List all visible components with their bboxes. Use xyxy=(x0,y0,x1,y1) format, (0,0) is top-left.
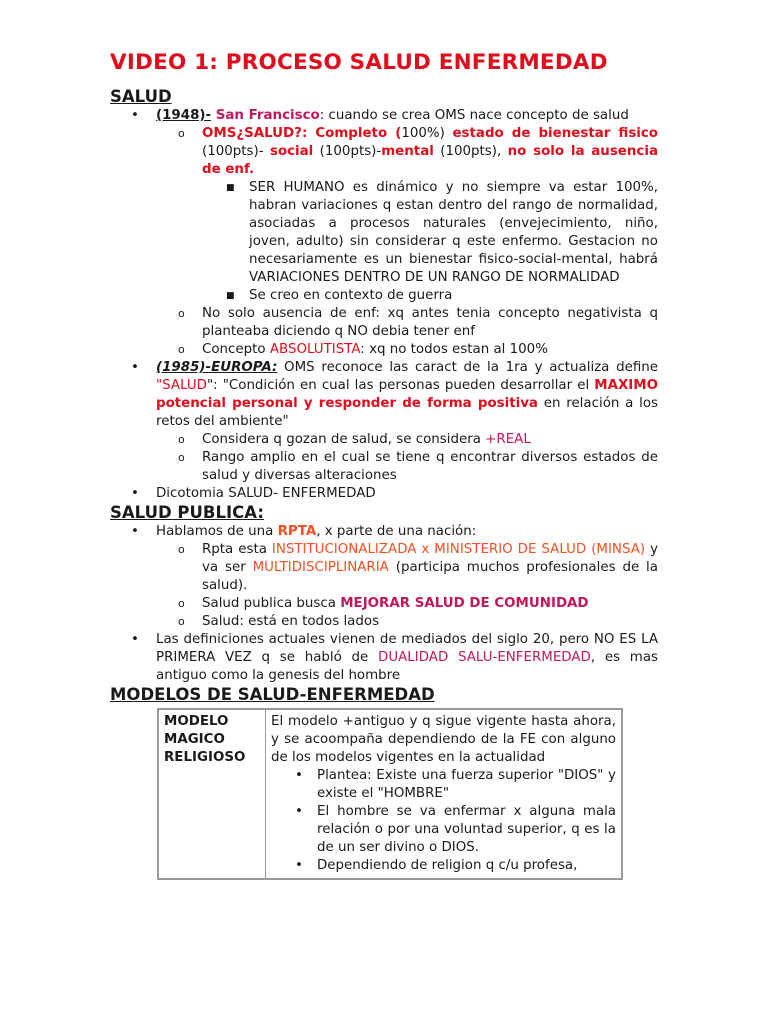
list-item: • Las definiciones actuales vienen de mediados del siglo 20, pero NO ES LA PRIMERA VEZ q se habló de DUALIDAD SALU-ENFERMEDAD, es mas antiguo como la genesis del hombre xyxy=(131,632,659,683)
list-item: o OMS¿SALUD?: Completo (100%) estado de bienestar fisico (100pts)- social (100pts)-mental (100pts), no solo la ausencia de enf. xyxy=(178,126,659,177)
modelo-bullets xyxy=(271,767,616,875)
list-item: o No solo ausencia de enf: xq antes tenia concepto negativista q planteaba diciendo q NO debia tener enf xyxy=(178,306,658,339)
list-item: • (1948)- San Francisco: cuando se crea OMS nace concepto de salud xyxy=(131,108,629,123)
bullet-icon: o xyxy=(178,597,185,610)
table-row xyxy=(158,709,622,879)
list-item: o Salud publica busca MEJORAR SALUD DE COMUNIDAD xyxy=(178,596,589,611)
bullet-icon: o xyxy=(178,307,185,320)
salud-list xyxy=(110,107,658,503)
bullet-icon: o xyxy=(178,343,185,356)
section-heading-salud: SALUD xyxy=(110,87,172,106)
bullet-icon: • xyxy=(131,632,139,647)
bullet-icon: o xyxy=(178,615,185,628)
list-item: o Concepto ABSOLUTISTA: xq no todos estan al 100% xyxy=(178,342,548,357)
bullet-icon: o xyxy=(178,543,185,556)
bullet-icon: ■ xyxy=(226,183,235,193)
salud-publica-list xyxy=(110,523,658,685)
bullet-icon: • xyxy=(131,108,139,123)
list-item: • Plantea: Existe una fuerza superior "DIOS" y existe el "HOMBRE" xyxy=(295,768,616,801)
bullet-icon: ■ xyxy=(226,291,235,301)
bullet-icon: o xyxy=(178,451,185,464)
document-page xyxy=(110,48,658,880)
list-item: • (1985)-EUROPA: OMS reconoce las caract de la 1ra y actualiza define "SALUD": "Condición en cual las personas pueden desarrollar el MAXIMO potencial personal y responder de forma positiva en relación a los retos del ambiente" xyxy=(131,360,659,429)
bullet-icon: • xyxy=(131,360,139,375)
list-item: • Dicotomia SALUD- ENFERMEDAD xyxy=(131,486,376,501)
bullet-icon: • xyxy=(131,524,139,539)
list-item: o Salud: está en todos lados xyxy=(178,614,380,629)
page-title: VIDEO 1: PROCESO SALUD ENFERMEDAD xyxy=(110,50,608,75)
list-item: • Dependiendo de religion q c/u profesa, xyxy=(295,858,578,873)
bullet-icon: • xyxy=(131,486,139,501)
bullet-icon: • xyxy=(295,768,303,783)
modelos-table xyxy=(157,708,623,880)
list-item: o Rango amplio en el cual se tiene q encontrar diversos estados de salud y diversas alteraciones xyxy=(178,450,658,483)
list-item: • Hablamos de una RPTA, x parte de una nación: xyxy=(131,524,477,539)
section-heading-salud-publica: SALUD PUBLICA: xyxy=(110,503,264,522)
list-item: o Considera q gozan de salud, se considera +REAL xyxy=(178,432,531,447)
table-cell-description: El modelo +antiguo y q sigue vigente hasta ahora, y se acoompaña dependiendo de la FE con alguno de los modelos vigentes en la actualidad • Plantea: Existe una fuerza superior "DIOS" y existe el "HOMBRE" • El hombre se va enfermar x alguna mala relación o por una voluntad superior, q es la de un ser divino o DIOS. • Dependiendo de religion q c/u profesa, xyxy=(266,709,623,879)
table-cell-modelo: MODELO MAGICO RELIGIOSO xyxy=(158,709,266,879)
bullet-icon: • xyxy=(295,804,303,819)
list-item: ■ SER HUMANO es dinámico y no siempre va estar 100%, habran variaciones q estan dentro del rango de normalidad, asociadas a procesos naturales (envejecimiento, niño, joven, adulto) sin considerar q este enfermo. Gestacion no necesariamente es un bienestar fisico-social-mental, habrá VARIACIONES DENTRO DE UN RANGO DE NORMALIDAD xyxy=(226,180,658,285)
bullet-icon: o xyxy=(178,127,185,140)
bullet-icon: • xyxy=(295,858,303,873)
section-heading-modelos: MODELOS DE SALUD-ENFERMEDAD xyxy=(110,685,435,704)
list-item: ■ Se creo en contexto de guerra xyxy=(226,288,453,303)
list-item: • El hombre se va enfermar x alguna mala relación o por una voluntad superior, q es la de un ser divino o DIOS. xyxy=(295,804,616,855)
list-item: o Rpta esta INSTITUCIONALIZADA x MINISTERIO DE SALUD (MINSA) y va ser MULTIDISCIPLINARIA (participa muchos profesionales de la salud). xyxy=(178,542,658,593)
bullet-icon: o xyxy=(178,433,185,446)
